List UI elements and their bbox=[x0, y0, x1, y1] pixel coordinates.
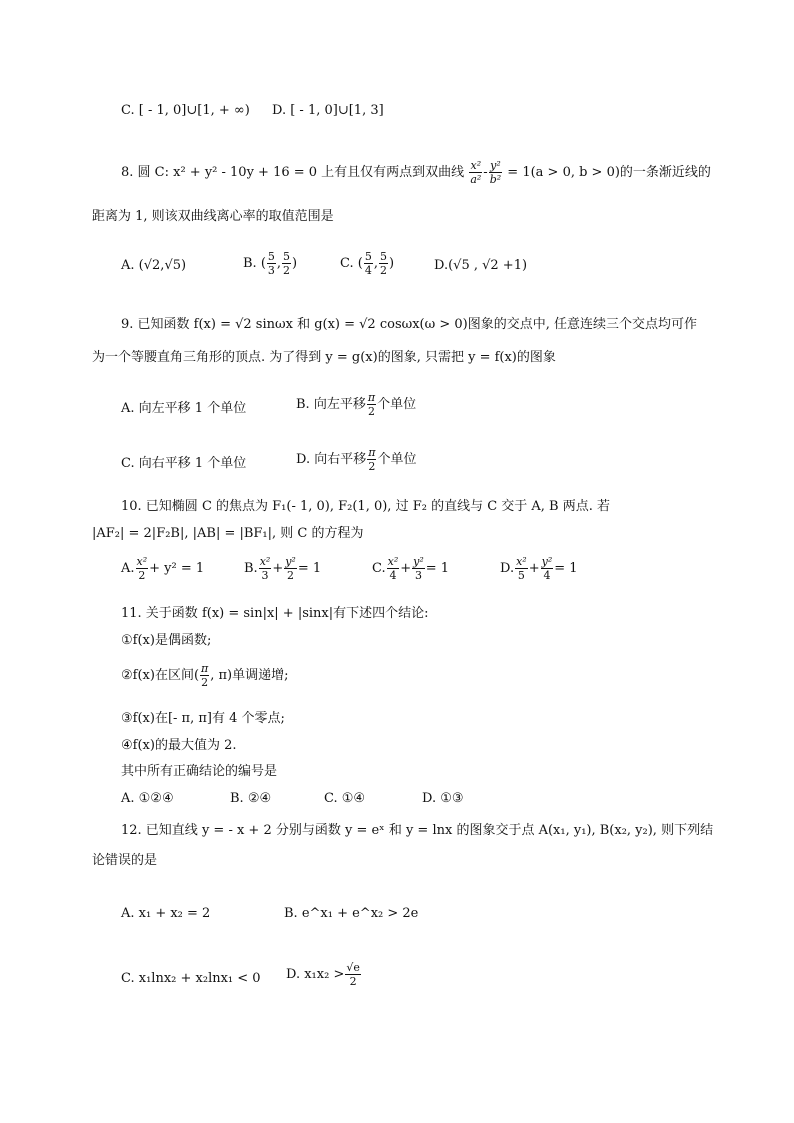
q11-s2-frac bbox=[200, 663, 209, 688]
frac-den: 2 bbox=[283, 264, 291, 277]
q8-b-comma: , bbox=[276, 256, 282, 271]
frac-num: y² bbox=[285, 555, 296, 568]
q8-c-comma: , bbox=[373, 256, 378, 271]
q11-statement-3: ③f(x)在[- π, π]有 4 个零点; bbox=[121, 711, 285, 726]
frac-num: x² bbox=[136, 555, 148, 568]
q10-stem-line1: 10. 已知椭圆 C 的焦点为 F₁(- 1, 0), F₂(1, 0), 过 F₂ 的直线与 C 交于 A, B 两点. 若 bbox=[121, 499, 611, 514]
q8-b-frac1 bbox=[267, 251, 276, 276]
q11-option-c: C. ①④ bbox=[324, 791, 366, 806]
q8-a-pre: A. ( bbox=[121, 258, 144, 273]
q8-option-d: D.(√5 , √2 +1) bbox=[434, 258, 528, 273]
frac-den: 2 bbox=[201, 676, 209, 689]
q10-a-frac bbox=[136, 556, 149, 581]
frac-num: x² bbox=[387, 555, 399, 568]
frac-den: 2 bbox=[138, 569, 146, 582]
frac-num: 5 bbox=[283, 250, 291, 263]
q7-option-c: C. [ - 1, 0]∪[1, + ∞) bbox=[121, 103, 250, 118]
q10-c-frac2 bbox=[412, 556, 425, 581]
frac-den: 4 bbox=[543, 569, 551, 582]
frac-num: π bbox=[368, 446, 376, 459]
frac-den: 3 bbox=[261, 569, 269, 582]
q9-b-post: 个单位 bbox=[377, 397, 417, 412]
q10-b-frac2 bbox=[284, 556, 297, 581]
q10-option-c bbox=[372, 556, 449, 581]
q8-a-comma: , bbox=[160, 258, 165, 273]
q11-statement-4: ④f(x)的最大值为 2. bbox=[121, 738, 237, 753]
frac-den: 5 bbox=[517, 569, 525, 582]
q9-d-pre: D. 向右平移 bbox=[296, 452, 367, 467]
q12-stem-line2: 论错误的是 bbox=[92, 853, 158, 868]
q11-statement-2 bbox=[121, 663, 289, 688]
frac-den: 4 bbox=[364, 264, 372, 277]
frac-num: π bbox=[201, 662, 209, 675]
frac-num: x² bbox=[516, 555, 527, 568]
frac-num: 5 bbox=[364, 250, 372, 263]
frac-den: 2 bbox=[368, 460, 376, 473]
q11-statement-1: ①f(x)是偶函数; bbox=[121, 633, 212, 648]
q10-b-plus: + bbox=[272, 561, 284, 576]
q9-stem-line1: 9. 已知函数 f(x) = √2 sinωx 和 g(x) = √2 cosωx(ω > 0)图象的交点中, 任意连续三个交点均可作 bbox=[121, 317, 697, 332]
q8-c-frac2 bbox=[379, 251, 388, 276]
q8-c-pre: C. ( bbox=[340, 256, 363, 271]
q9-b-frac bbox=[367, 392, 376, 417]
q11-s2-pre: ②f(x)在区间( bbox=[121, 668, 200, 683]
q11-question: 其中所有正确结论的编号是 bbox=[121, 764, 278, 779]
q10-d-plus: + bbox=[528, 561, 540, 576]
q8-stem-line2: 距离为 1, 则该双曲线离心率的取值范围是 bbox=[92, 209, 334, 224]
q7-option-d: D. [ - 1, 0]∪[1, 3] bbox=[272, 103, 384, 118]
q10-option-d bbox=[500, 556, 578, 581]
frac-den: 3 bbox=[267, 264, 275, 277]
q10-d-frac1 bbox=[515, 556, 528, 581]
q8-option-a bbox=[121, 257, 186, 275]
q8-c-post: ) bbox=[388, 256, 395, 271]
q9-option-d bbox=[296, 447, 416, 472]
q10-c-plus: + bbox=[400, 561, 412, 576]
q9-d-frac bbox=[367, 447, 376, 472]
q10-c-pre: C. bbox=[372, 561, 386, 576]
q11-option-a: A. ①②④ bbox=[121, 791, 174, 806]
q8-stem-part-a: 8. 圆 C: x² + y² - 10y + 16 = 0 上有且仅有两点到双曲线 bbox=[121, 165, 465, 180]
q9-option-c: C. 向右平移 1 个单位 bbox=[121, 456, 247, 471]
q8-a-post: ) bbox=[181, 258, 187, 273]
q12-option-c: C. x₁lnx₂ + x₂lnx₁ < 0 bbox=[121, 971, 261, 986]
frac-num: 5 bbox=[379, 250, 387, 263]
q10-b-pre: B. bbox=[244, 561, 258, 576]
frac-den: 2 bbox=[379, 264, 387, 277]
q8-stem-part-b: = 1(a > 0, b > 0)的一条渐近线的 bbox=[507, 165, 711, 180]
frac-num: y² bbox=[413, 555, 424, 568]
q12-d-frac bbox=[345, 962, 361, 987]
frac-num: √e bbox=[346, 961, 360, 974]
q12-stem-line1: 12. 已知直线 y = - x + 2 分别与函数 y = eˣ 和 y = lnx 的图象交于点 A(x₁, y₁), B(x₂, y₂), 则下列结 bbox=[121, 823, 714, 838]
q8-frac-num: x² bbox=[470, 159, 482, 172]
q8-c-frac1 bbox=[364, 251, 373, 276]
q9-d-post: 个单位 bbox=[377, 452, 417, 467]
q11-stem: 11. 关于函数 f(x) = sin|x| + |sinx|有下述四个结论: bbox=[121, 606, 429, 621]
q8-frac-den: b² bbox=[489, 173, 502, 186]
q10-b-frac1 bbox=[259, 556, 272, 581]
frac-num: π bbox=[367, 391, 376, 404]
frac-den: 2 bbox=[367, 405, 375, 418]
q12-option-b: B. e^x₁ + e^x₂ > 2e bbox=[284, 906, 419, 921]
q8-b-pre: B. ( bbox=[243, 256, 266, 271]
frac-num: x² bbox=[259, 555, 271, 568]
q10-d-pre: D. bbox=[500, 561, 515, 576]
q10-stem-line2: |AF₂| = 2|F₂B|, |AB| = |BF₁|, 则 C 的方程为 bbox=[92, 526, 364, 541]
q11-option-b: B. ②④ bbox=[230, 791, 272, 806]
q8-stem bbox=[121, 160, 711, 185]
q10-d-frac2 bbox=[541, 556, 554, 581]
q8-a-root1: √2 bbox=[143, 258, 161, 273]
q12-option-a: A. x₁ + x₂ = 2 bbox=[121, 906, 211, 921]
q10-d-post: = 1 bbox=[554, 561, 578, 576]
q9-b-pre: B. 向左平移 bbox=[296, 397, 366, 412]
q9-option-a: A. 向左平移 1 个单位 bbox=[121, 401, 247, 416]
q8-fraction-x bbox=[469, 160, 482, 185]
q10-c-post: = 1 bbox=[425, 561, 450, 576]
q8-frac-den: a² bbox=[470, 173, 482, 186]
q8-b-post: ) bbox=[292, 256, 298, 271]
q8-frac-num: y² bbox=[490, 159, 501, 172]
frac-den: 2 bbox=[349, 975, 357, 988]
q11-option-d: D. ①③ bbox=[422, 791, 464, 806]
q10-a-post: + y² = 1 bbox=[149, 561, 205, 576]
frac-den: 2 bbox=[287, 569, 295, 582]
q8-a-root2: √5 bbox=[164, 258, 181, 273]
q11-s2-post: , π)单调递增; bbox=[210, 668, 289, 683]
q8-minus: - bbox=[483, 165, 488, 180]
frac-den: 4 bbox=[389, 569, 397, 582]
q9-stem-line2: 为一个等腰直角三角形的顶点. 为了得到 y = g(x)的图象, 只需把 y = f(x)的图象 bbox=[92, 350, 556, 365]
q12-option-d bbox=[286, 962, 362, 987]
q10-a-pre: A. bbox=[121, 561, 135, 576]
q10-b-post: = 1 bbox=[297, 561, 322, 576]
q10-option-a bbox=[121, 556, 204, 581]
q8-b-frac2 bbox=[282, 251, 291, 276]
q8-fraction-y bbox=[489, 160, 502, 185]
q8-option-c bbox=[340, 251, 394, 276]
q10-option-b bbox=[244, 556, 321, 581]
frac-num: y² bbox=[541, 555, 553, 568]
q9-option-b bbox=[296, 392, 416, 417]
frac-den: 3 bbox=[414, 569, 422, 582]
q12-d-pre: D. x₁x₂ > bbox=[286, 967, 345, 982]
frac-num: 5 bbox=[267, 250, 275, 263]
q10-c-frac1 bbox=[387, 556, 400, 581]
q8-option-b bbox=[243, 251, 297, 276]
